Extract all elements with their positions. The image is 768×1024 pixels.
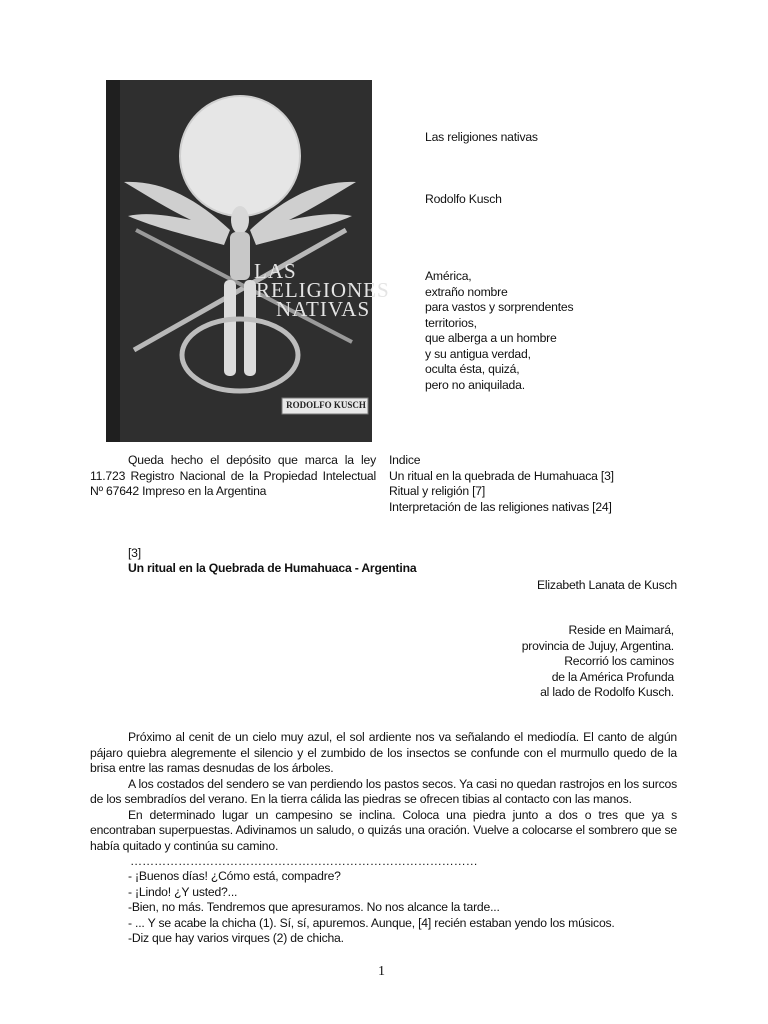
dialogue-line: -Bien, no más. Tendremos que apresuramos. No nos alcance la tarde...: [128, 900, 500, 914]
bio-line: Reside en Maimará,: [568, 623, 674, 637]
book-cover-image: [106, 80, 390, 442]
poem-line: oculta ésta, quizá,: [425, 362, 520, 376]
cover-author-label: RODOLFO KUSCH: [286, 400, 366, 410]
cover-title: [254, 259, 390, 321]
poem-line: territorios,: [425, 315, 477, 330]
dialogue-line: -Diz que hay varios virques (2) de chicha.: [128, 931, 344, 945]
cover-title-line: LAS: [254, 259, 297, 283]
section-page-ref: [3]: [128, 546, 141, 560]
index-item: Ritual y religión [7]: [389, 484, 486, 498]
body-text: [90, 730, 677, 854]
dialogue-line: - ... Y se acabe la chicha (1). Sí, sí, apuremos. Aunque, [4] recién estaban yendo los músicos.: [128, 915, 615, 930]
poem-line: y su antigua verdad,: [425, 346, 531, 361]
cover-title-line: RELIGIONES: [256, 278, 390, 302]
author-bio: [400, 623, 674, 701]
dialogue-line: - ¡Lindo! ¿Y usted?...: [128, 884, 238, 899]
bio-line: Recorrió los caminos: [564, 654, 674, 668]
poem-line: para vastos y sorprendentes: [425, 300, 574, 314]
bio-line: provincia de Jujuy, Argentina.: [521, 638, 674, 653]
book-title: Las religiones nativas: [425, 130, 538, 144]
dialogue: [128, 869, 688, 947]
epigraph-poem: [425, 269, 573, 393]
dialogue-line: - ¡Buenos días! ¿Cómo está, compadre?: [128, 869, 341, 883]
index-item: Interpretación de las religiones nativas [24]: [389, 499, 612, 514]
section-byline: Elizabeth Lanata de Kusch: [536, 578, 677, 592]
index-item: Un ritual en la quebrada de Humahuaca [3]: [389, 468, 614, 483]
legal-notice: Queda hecho el depósito que marca la ley 11.723 Registro Nacional de la Propiedad Intelectual Nº 67642 Impreso en la Argentina: [90, 453, 376, 498]
ellipsis-separator: ……………………………………………………………………………: [130, 854, 478, 868]
poem-line: que alberga a un hombre: [425, 331, 557, 345]
poem-line: extraño nombre: [425, 284, 508, 299]
index-heading: Indice: [389, 453, 421, 467]
bio-line: al lado de Rodolfo Kusch.: [540, 685, 674, 699]
section-title: Un ritual en la Quebrada de Humahuaca - Argentina: [128, 561, 417, 575]
body-paragraph: A los costados del sendero se van perdiendo los pastos secos. Ya casi no quedan rastrojos en los surcos de los sembradíos del verano. En la tierra cálida las piedras se ofrecen tibias al contacto con las manos.: [90, 776, 677, 806]
body-paragraph: En determinado lugar un campesino se inclina. Coloca una piedra junto a dos o tres que ya s encontraban superpuestas. Adivinamos un saludo, o quizás una oración. Vuelve a colocarse el sombrero que se había quitado y continúa su camino.: [90, 807, 677, 853]
page-number: 1: [378, 964, 385, 979]
book-author: Rodolfo Kusch: [425, 192, 502, 206]
cover-artwork: [106, 80, 372, 442]
cover-title-line: NATIVAS: [276, 297, 371, 321]
table-of-contents: [389, 453, 614, 515]
poem-line: América,: [425, 269, 472, 283]
bio-line: de la América Profunda: [551, 669, 674, 684]
body-paragraph: Próximo al cenit de un cielo muy azul, el sol ardiente nos va señalando el mediodía. El canto de algún pájaro quiebra alegremente el silencio y el zumbido de los insectos se confunde con el murmullo quedo de la brisa entre las ramas desnudas de los árboles.: [90, 730, 677, 775]
poem-line: pero no aniquilada.: [425, 377, 525, 392]
